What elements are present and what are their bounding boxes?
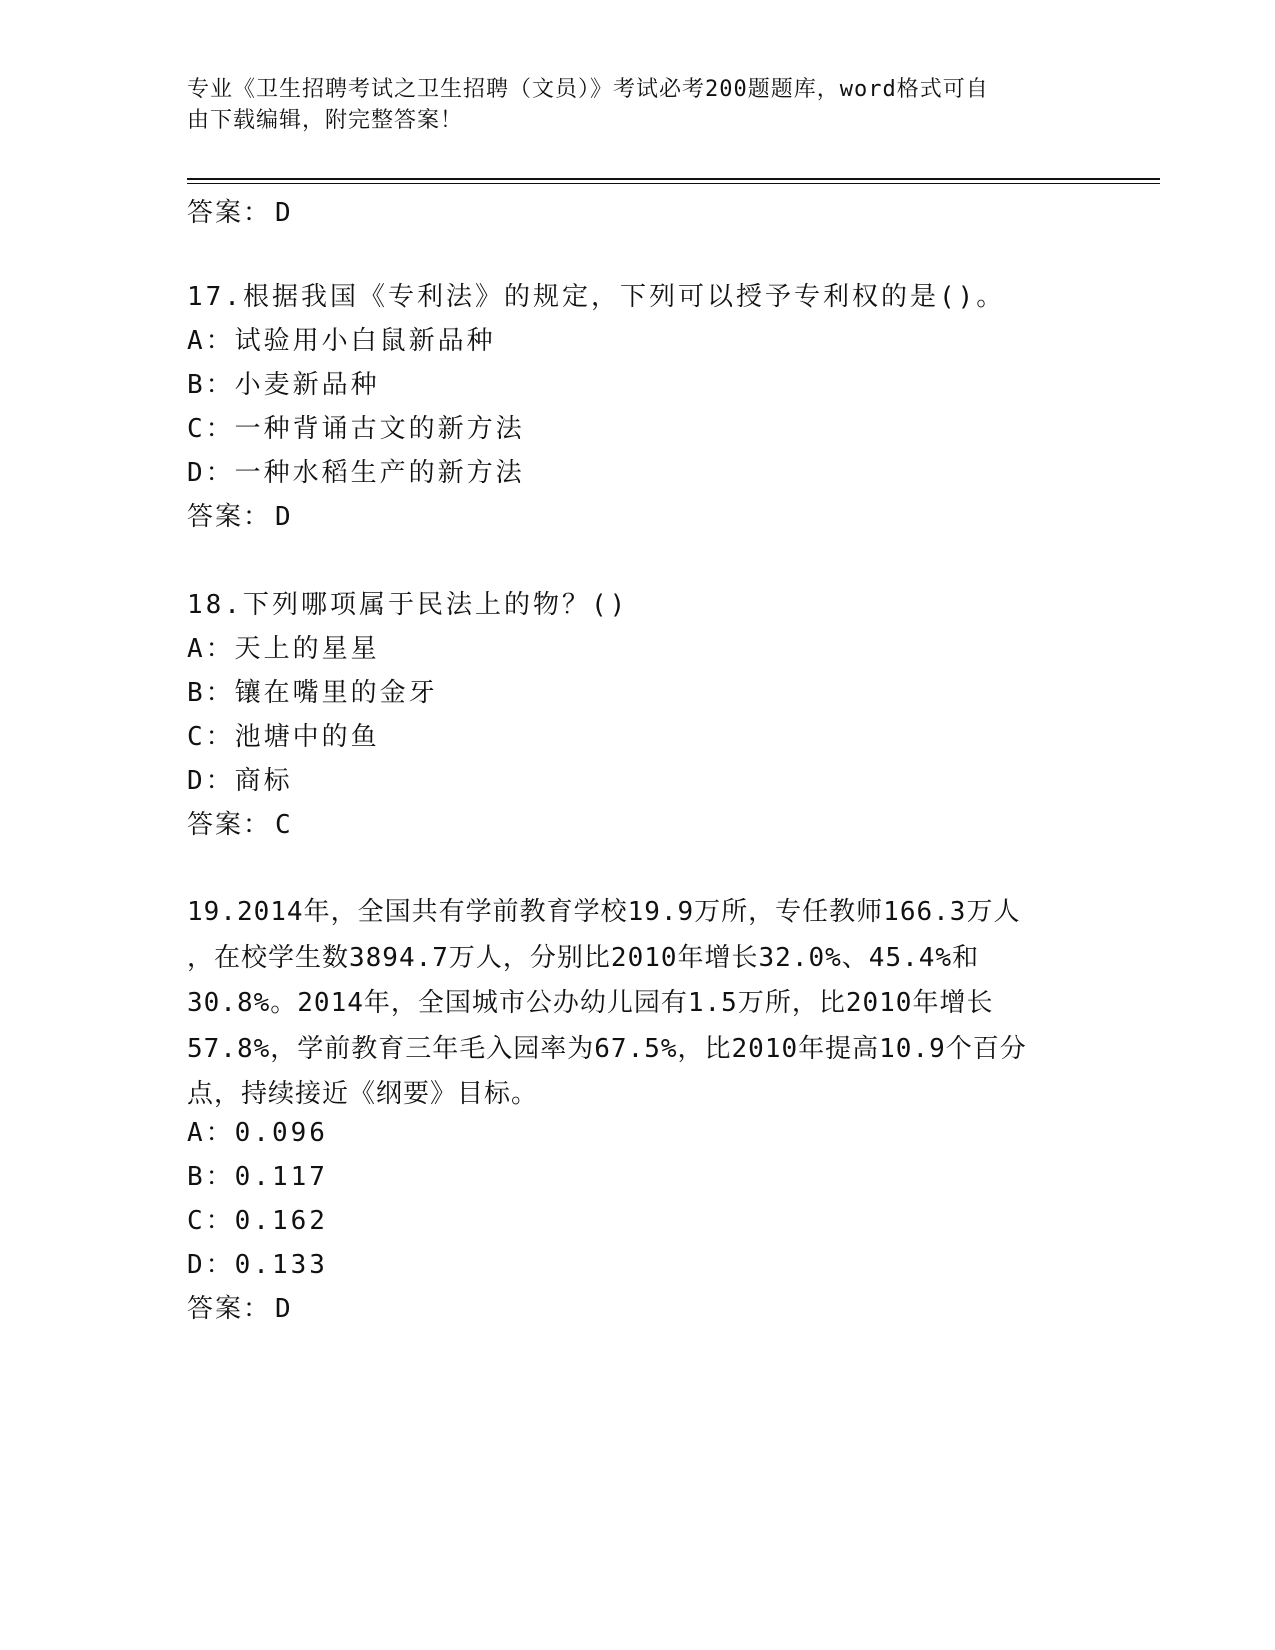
answer-previous (187, 192, 293, 229)
document-header (187, 74, 1067, 136)
header-divider-thin (187, 183, 1160, 184)
question-17-option-c: C：一种背诵古文的新方法 (187, 414, 525, 444)
question-19-stem-line: 19.2014年，全国共有学前教育学校19.9万所，专任教师166.3万人 (187, 897, 1021, 927)
question-19-stem-line: 30.8%。2014年，全国城市公办幼儿园有1.5万所，比2010年增长 (187, 988, 994, 1018)
question-17-answer (187, 496, 293, 533)
header-line-1: 专业《卫生招聘考试之卫生招聘（文员）》考试必考200题题库，word格式可自 (187, 77, 989, 102)
question-19-option-d: D：0.133 (187, 1250, 328, 1280)
question-17-option-a: A：试验用小白鼠新品种 (187, 326, 496, 356)
header-divider-thick (187, 178, 1160, 180)
question-19-option-c: C：0.162 (187, 1206, 328, 1236)
question-17-stem: 17.根据我国《专利法》的规定，下列可以授予专利权的是()。 (187, 282, 1006, 312)
question-17-option-d: D：一种水稻生产的新方法 (187, 458, 525, 488)
answer-label: 答案： (187, 810, 272, 840)
answer-label: 答案： (187, 1294, 272, 1324)
question-17-option-b: B：小麦新品种 (187, 370, 380, 400)
answer-value: D (275, 1294, 293, 1324)
question-19-answer (187, 1288, 293, 1325)
question-19-stem-line: ，在校学生数3894.7万人，分别比2010年增长32.0%、45.4%和 (187, 942, 980, 973)
answer-value: D (275, 502, 293, 532)
question-18-option-b: B：镶在嘴里的金牙 (187, 678, 438, 708)
question-19-stem (187, 890, 1077, 1118)
answer-label: 答案： (187, 502, 272, 532)
answer-value: C (275, 810, 293, 840)
question-19-option-a: A：0.096 (187, 1118, 328, 1148)
question-18-option-c: C：池塘中的鱼 (187, 722, 380, 752)
question-19-stem-line: 57.8%，学前教育三年毛入园率为67.5%，比2010年提高10.9个百分 (187, 1033, 1027, 1064)
question-18-stem: 18.下列哪项属于民法上的物？() (187, 590, 629, 620)
answer-label: 答案： (187, 198, 272, 228)
question-18-answer (187, 804, 293, 841)
question-19-stem-line: 点，持续接近《纲要》目标。 (187, 1079, 539, 1109)
question-19-option-b: B：0.117 (187, 1162, 328, 1192)
question-18-option-d: D：商标 (187, 766, 293, 796)
question-18-option-a: A：天上的星星 (187, 634, 380, 664)
header-line-2: 由下载编辑，附完整答案！ (187, 108, 464, 133)
answer-value: D (275, 198, 293, 228)
